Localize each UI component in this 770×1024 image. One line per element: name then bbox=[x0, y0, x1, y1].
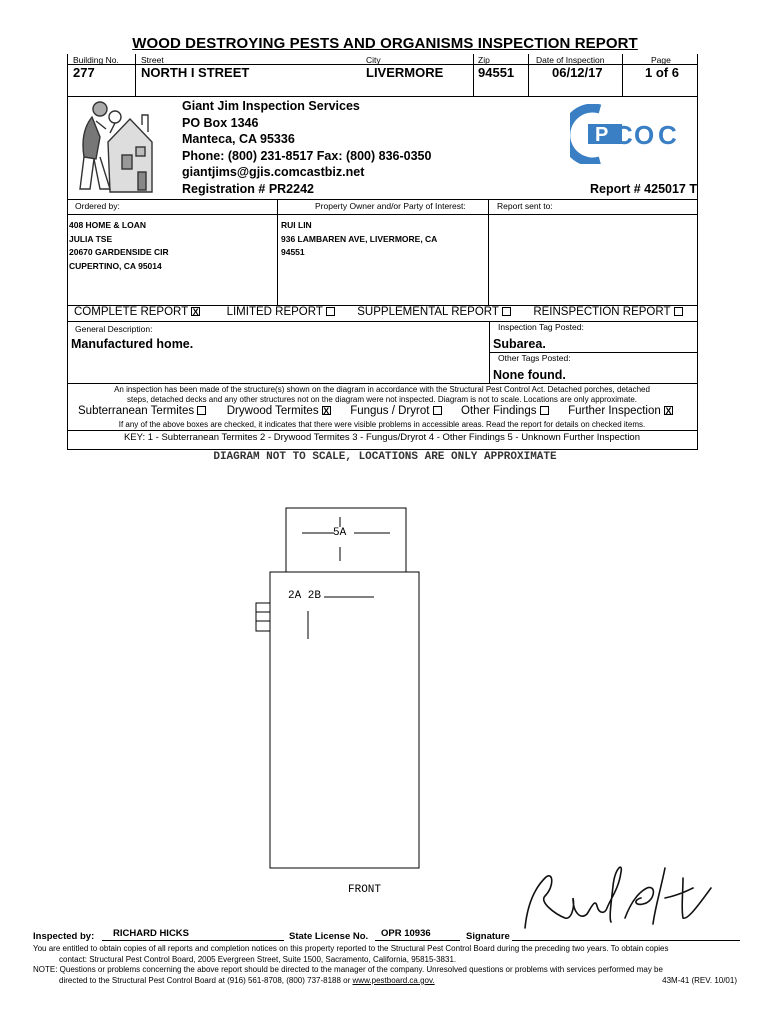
street-value: NORTH I STREET bbox=[141, 65, 250, 80]
ordered-by-line: 20670 GARDENSIDE CIR bbox=[69, 247, 169, 257]
owner-line: RUI LIN bbox=[281, 220, 312, 230]
supplemental-report-label: SUPPLEMENTAL REPORT bbox=[357, 306, 499, 318]
report-number: Report # 425017 T bbox=[590, 182, 697, 196]
inspector-mascot-icon bbox=[70, 97, 162, 197]
license-label: State License No. bbox=[289, 931, 369, 942]
further-inspection-label: Further Inspection bbox=[568, 405, 661, 417]
inspection-notice bbox=[67, 385, 697, 404]
footer-notice-1: You are entitled to obtain copies of all reports and completion notices on this property reported to the Structural Pest Control Board during the preceding two years. To obtain copies bbox=[33, 944, 669, 953]
license-value: OPR 10936 bbox=[381, 928, 431, 939]
building-no-value: 277 bbox=[73, 65, 95, 80]
signature-label: Signature bbox=[466, 931, 510, 942]
page-label: Page bbox=[651, 55, 671, 65]
inspector-signature bbox=[515, 858, 720, 938]
other-findings-label: Other Findings bbox=[461, 405, 537, 417]
other-tags-label: Other Tags Posted: bbox=[498, 353, 571, 363]
form-number: 43M-41 (REV. 10/01) bbox=[662, 975, 737, 985]
building-no-label: Building No. bbox=[73, 55, 119, 65]
footer-notice-2: contact: Structural Pest Control Board, 2005 Evergreen Street, Suite 1500, Sacramento, California, 95815-3831. bbox=[59, 954, 457, 964]
company-address1: PO Box 1346 bbox=[182, 116, 259, 130]
company-address2: Manteca, CA 95336 bbox=[182, 132, 295, 146]
company-email: giantjims@gjis.comcastbiz.net bbox=[182, 165, 365, 179]
svg-text:P: P bbox=[595, 124, 609, 146]
key-line: KEY: 1 - Subterranean Termites 2 - Drywood Termites 3 - Fungus/Dryrot 4 - Other Findings 5 - Unknown Further Inspection bbox=[123, 432, 641, 443]
findings-row bbox=[78, 405, 698, 417]
subterranean-label: Subterranean Termites bbox=[78, 405, 195, 417]
general-description-value: Manufactured home. bbox=[71, 337, 194, 351]
svg-text:C: C bbox=[658, 120, 677, 150]
footer-notice-4-row bbox=[33, 976, 743, 987]
drywood-label: Drywood Termites bbox=[226, 405, 319, 417]
main-structure bbox=[270, 572, 419, 868]
complete-report-checkbox[interactable]: X bbox=[192, 307, 199, 318]
svg-text:O: O bbox=[634, 120, 655, 150]
diagram-mark-2a-2b: 2A 2B bbox=[288, 590, 322, 602]
ordered-by-line: 408 HOME & LOAN bbox=[69, 220, 146, 230]
fungus-checkbox[interactable] bbox=[433, 406, 442, 415]
footer-notice-4: directed to the Structural Pest Control Board at (916) 561-8708, (800) 737-8188 or bbox=[59, 975, 351, 985]
reinspection-report-label: REINSPECTION REPORT bbox=[533, 306, 671, 318]
limited-report-checkbox[interactable] bbox=[326, 307, 335, 316]
owner-line: 936 LAMBAREN AVE, LIVERMORE, CA bbox=[281, 233, 438, 244]
report-type-row bbox=[74, 306, 694, 318]
complete-report-label: COMPLETE REPORT bbox=[74, 306, 188, 318]
city-label: City bbox=[366, 55, 381, 65]
diagram-mark-5a: 5A bbox=[333, 527, 347, 539]
footer-notice-3: NOTE: Questions or problems concerning the above report should be directed to the manager of the company. Unresolved questions or problems with services performed may be bbox=[33, 965, 663, 974]
ordered-by-line: CUPERTINO, CA 95014 bbox=[69, 260, 162, 271]
company-name: Giant Jim Inspection Services bbox=[182, 99, 360, 113]
svg-text:C: C bbox=[614, 120, 633, 150]
steps bbox=[256, 603, 270, 631]
owner-label: Property Owner and/or Party of Interest: bbox=[315, 201, 466, 211]
zip-label: Zip bbox=[478, 55, 490, 65]
structure-diagram bbox=[250, 505, 430, 875]
report-title: WOOD DESTROYING PESTS AND ORGANISMS INSPECTION REPORT bbox=[132, 35, 638, 52]
inspection-tag-label: Inspection Tag Posted: bbox=[498, 322, 584, 332]
ordered-by-block bbox=[69, 219, 169, 273]
owner-block bbox=[281, 219, 437, 260]
notice-line-1: An inspection has been made of the structure(s) shown on the diagram in accordance with the Structural Pest Control Act. Detached porches, detached bbox=[114, 385, 650, 394]
ordered-by-line: JULIA TSE bbox=[69, 233, 113, 244]
date-label: Date of Inspection bbox=[536, 55, 605, 65]
notice-line-2: steps, detached decks and any other structures not on the diagram were not inspected. Diagram is not to scale. Locations are only approximate. bbox=[126, 394, 638, 404]
owner-line: 94551 bbox=[281, 247, 305, 257]
subterranean-checkbox[interactable] bbox=[197, 406, 206, 415]
page-value: 1 of 6 bbox=[645, 65, 679, 80]
other-findings-checkbox[interactable] bbox=[540, 406, 549, 415]
street-label: Street bbox=[141, 55, 164, 65]
upper-structure bbox=[286, 508, 406, 572]
reinspection-report-checkbox[interactable] bbox=[674, 307, 683, 316]
pcoc-logo-icon bbox=[570, 104, 688, 164]
inspected-by-label: Inspected by: bbox=[33, 931, 95, 942]
inspection-tag-value: Subarea. bbox=[493, 337, 546, 351]
pestboard-link[interactable]: www.pestboard.ca.gov. bbox=[352, 975, 435, 985]
company-registration: Registration # PR2242 bbox=[182, 182, 314, 196]
zip-value: 94551 bbox=[478, 65, 515, 80]
fungus-label: Fungus / Dryrot bbox=[350, 405, 430, 417]
inspected-by-value: RICHARD HICKS bbox=[113, 928, 189, 939]
sent-to-label: Report sent to: bbox=[497, 201, 553, 211]
footer-notice bbox=[33, 944, 743, 986]
diagram-front-label: FRONT bbox=[348, 884, 382, 896]
ordered-by-label: Ordered by: bbox=[75, 201, 120, 211]
company-phone: Phone: (800) 231-8517 Fax: (800) 836-0350 bbox=[182, 149, 432, 163]
diagram-heading: DIAGRAM NOT TO SCALE, LOCATIONS ARE ONLY APPROXIMATE bbox=[213, 451, 557, 463]
city-value: LIVERMORE bbox=[366, 65, 444, 80]
supplemental-report-checkbox[interactable] bbox=[502, 307, 511, 316]
other-tags-value: None found. bbox=[493, 368, 566, 382]
drywood-checkbox[interactable]: X bbox=[323, 406, 330, 417]
limited-report-label: LIMITED REPORT bbox=[226, 306, 323, 318]
checked-note: If any of the above boxes are checked, it indicates that there were visible problems in accessible areas. Read the report for details on checked items. bbox=[118, 420, 646, 429]
date-value: 06/12/17 bbox=[552, 65, 603, 80]
further-inspection-checkbox[interactable]: X bbox=[665, 406, 672, 417]
general-description-label: General Description: bbox=[75, 324, 153, 334]
